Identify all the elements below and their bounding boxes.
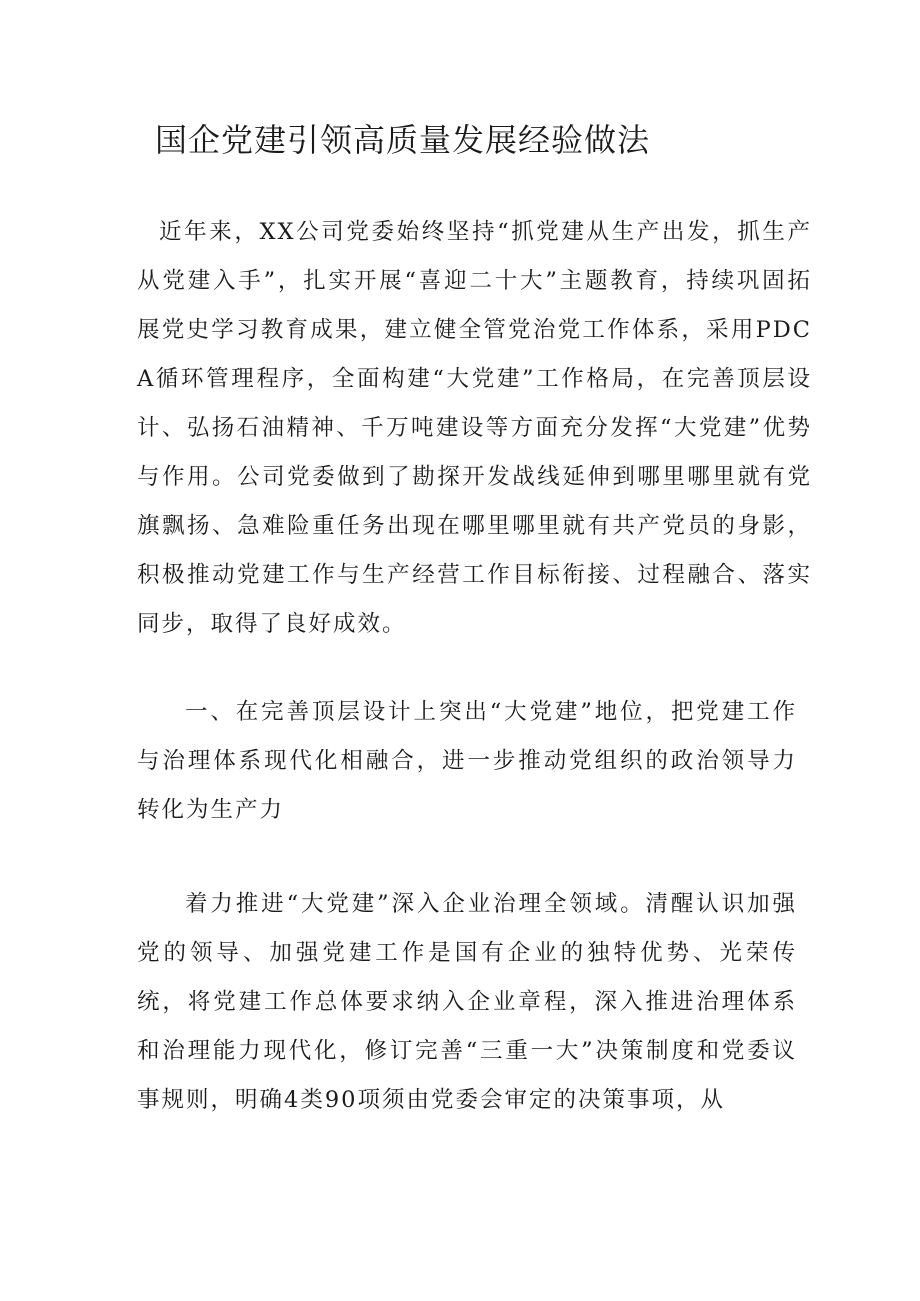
- section-one-body: 着力推进“大党建”深入企业治理全领域。清醒认识加强党的领导、加强党建工作是国有企业的独特优势、光荣传统，将党建工作总体要求纳入企业章程，深入推进治理体系和治理能力现代化，修订完善“三重一大”决策制度和党委议事规则，明确4类90项须由党委会审定的决策事项，从: [137, 891, 797, 1113]
- intro-paragraph: 近年来，XX公司党委始终坚持“抓党建从生产出发，抓生产从党建入手”，扎实开展“喜迎二十大”主题教育，持续巩固拓展党史学习教育成果，建立健全管党治党工作体系，采用PDCA循环管理程序，全面构建“大党建”工作格局，在完善顶层设计、弘扬石油精神、千万吨建设等方面充分发挥“大党建”优势与作用。公司党委做到了勘探开发战线延伸到哪里哪里就有党旗飘扬、急难险重任务出现在哪里哪里就有共产党员的身影，积极推动党建工作与生产经营工作目标衔接、过程融合、落实同步，取得了良好成效。: [137, 219, 812, 637]
- document-title: 国企党建引领高质量发展经验做法: [155, 121, 651, 159]
- section-one-heading: 一、在完善顶层设计上突出“大党建”地位，把党建工作与治理体系现代化相融合，进一步推动党组织的政治领导力转化为生产力: [137, 699, 797, 823]
